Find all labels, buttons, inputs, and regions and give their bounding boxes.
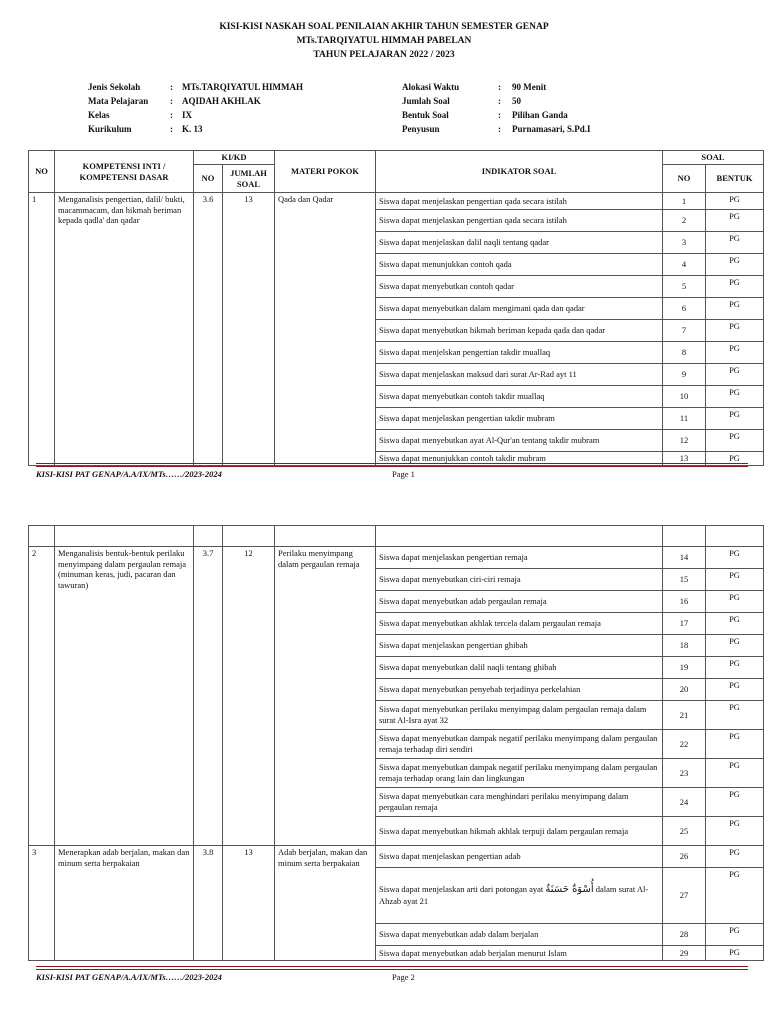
soal-bentuk: PG (706, 817, 764, 846)
soal-number: 26 (663, 846, 706, 868)
kd-number: 3.8 (194, 846, 223, 961)
soal-number: 9 (663, 364, 706, 386)
doc-title-line1: KISI-KISI NASKAH SOAL PENILAIAN AKHIR TAHUN SEMESTER GENAP (219, 22, 549, 32)
indikator-soal: Siswa dapat menunjukkan contoh takdir mubram (376, 452, 663, 466)
indikator-soal: Siswa dapat menyebutkan dalil naqli tentang ghibah (376, 657, 663, 679)
info-sep: : (170, 82, 173, 92)
soal-bentuk: PG (706, 320, 764, 342)
indikator-soal: Siswa dapat menyebutkan ayat Al-Qur'an tentang takdir mubram (376, 430, 663, 452)
soal-number: 16 (663, 591, 706, 613)
info-value: Purnamasari, S.Pd.I (512, 124, 591, 134)
info-sep: : (498, 82, 501, 92)
indikator-soal: Siswa dapat menyebutkan akhlak tercela dalam pergaulan remaja (376, 613, 663, 635)
soal-bentuk: PG (706, 210, 764, 232)
indikator-soal: Siswa dapat menunjukkan contoh qada (376, 254, 663, 276)
info-value: 50 (512, 96, 521, 106)
indikator-soal: Siswa dapat menjelaskan pengertian qada secara istilah (376, 210, 663, 232)
blank-header-row (29, 526, 764, 547)
info-label: Kelas (88, 110, 110, 120)
soal-number: 18 (663, 635, 706, 657)
soal-bentuk: PG (706, 364, 764, 386)
info-sep: : (170, 110, 173, 120)
indikator-soal: Siswa dapat menjelaskan pengertian remaja (376, 547, 663, 569)
doc-title-line2: MTs.TARQIYATUL HIMMAH PABELAN (296, 36, 472, 46)
info-sep: : (170, 96, 173, 106)
soal-bentuk: PG (706, 635, 764, 657)
footer-rule (36, 966, 748, 967)
info-label: Penyusun (402, 124, 440, 134)
page-number: Page 2 (392, 972, 415, 982)
info-sep: : (498, 110, 501, 120)
info-sep: : (498, 96, 501, 106)
indikator-soal (376, 868, 663, 924)
indikator-soal: Siswa dapat menjelaskan pengertian takdir mubram (376, 408, 663, 430)
soal-number: 25 (663, 817, 706, 846)
soal-bentuk: PG (706, 569, 764, 591)
indikator-soal: Siswa dapat menyebutkan hikmah beriman kepada qada dan qadar (376, 320, 663, 342)
indikator-text: dalam surat Al-Ahzab ayat 21 (379, 883, 649, 907)
group-no: 3 (29, 846, 55, 961)
soal-number: 20 (663, 679, 706, 701)
group-no: 2 (29, 547, 55, 846)
info-label: Jumlah Soal (402, 96, 450, 106)
soal-number: 10 (663, 386, 706, 408)
footer-rule (36, 463, 748, 464)
soal-number: 12 (663, 430, 706, 452)
soal-number: 19 (663, 657, 706, 679)
info-value: K. 13 (182, 124, 203, 134)
soal-number: 22 (663, 730, 706, 759)
col-header-kikd: KI/KD (194, 151, 275, 165)
soal-bentuk: PG (706, 254, 764, 276)
jumlah-soal: 13 (223, 846, 275, 961)
soal-bentuk: PG (706, 924, 764, 946)
indikator-soal: Siswa dapat menyebutkan adab berjalan menurut Islam (376, 946, 663, 961)
soal-bentuk: PG (706, 232, 764, 254)
info-label: Mata Pelajaran (88, 96, 149, 106)
info-sep: : (170, 124, 173, 134)
info-label: Jenis Sekolah (88, 82, 141, 92)
soal-number: 2 (663, 210, 706, 232)
soal-number: 21 (663, 701, 706, 730)
col-header-bentuk: BENTUK (706, 165, 764, 193)
col-header-soal: SOAL (663, 151, 764, 165)
soal-number: 6 (663, 298, 706, 320)
info-value: 90 Menit (512, 82, 547, 92)
info-label: Kurikulum (88, 124, 132, 134)
col-header-soal-no: NO (663, 165, 706, 193)
footer-rule (36, 466, 748, 467)
soal-bentuk: PG (706, 679, 764, 701)
indikator-soal: Siswa dapat menyebutkan adab dalam berjalan (376, 924, 663, 946)
footer-text: KISI-KISI PAT GENAP/A.A/IX/MTs……/2023-2024 (36, 972, 222, 982)
soal-number: 7 (663, 320, 706, 342)
materi-pokok: Adab berjalan, makan dan minum serta berpakaian (275, 846, 376, 961)
table-row (29, 547, 764, 569)
soal-bentuk: PG (706, 430, 764, 452)
materi-pokok: Perilaku menyimpang dalam pergaulan remaja (275, 547, 376, 846)
group-no: 1 (29, 193, 55, 466)
footer-text: KISI-KISI PAT GENAP/A.A/IX/MTs……/2023-2024 (36, 469, 222, 479)
info-value: AQIDAH AKHLAK (182, 96, 261, 106)
soal-bentuk: PG (706, 342, 764, 364)
col-header-kikd-no: NO (194, 165, 223, 193)
col-header-jumlah: JUMLAH SOAL (223, 165, 275, 193)
soal-number: 24 (663, 788, 706, 817)
soal-number: 5 (663, 276, 706, 298)
table-row (29, 846, 764, 868)
soal-bentuk: PG (706, 193, 764, 210)
indikator-soal: Siswa dapat menjelaskan pengertian adab (376, 846, 663, 868)
indikator-soal: Siswa dapat menyebutkan penyebab terjadinya perkelahian (376, 679, 663, 701)
soal-number: 29 (663, 946, 706, 961)
info-label: Bentuk Soal (402, 110, 449, 120)
kompetensi-dasar: Menerapkan adab berjalan, makan dan minum serta berpakaian (55, 846, 194, 961)
col-header-indikator: INDIKATOR SOAL (376, 151, 663, 193)
kompetensi-dasar: Menganalisis bentuk-bentuk perilaku menyimpang dalam pergaulan remaja (minuman keras, judi, pacaran dan tawuran) (55, 547, 194, 846)
info-value: MTs.TARQIYATUL HIMMAH (182, 82, 304, 92)
jumlah-soal: 13 (223, 193, 275, 466)
indikator-soal: Siswa dapat menyebutkan cara menghindari perilaku menyimpang dalam pergaulan remaja (376, 788, 663, 817)
info-value: Pilihan Ganda (512, 110, 568, 120)
soal-bentuk: PG (706, 276, 764, 298)
soal-bentuk: PG (706, 868, 764, 924)
col-header-materi: MATERI POKOK (275, 151, 376, 193)
footer-page1 (36, 463, 748, 483)
soal-number: 1 (663, 193, 706, 210)
info-sep: : (498, 124, 501, 134)
table-row (29, 193, 764, 210)
indikator-soal: Siswa dapat menjelskan pengertian takdir muallaq (376, 342, 663, 364)
info-value: IX (182, 110, 193, 120)
table-body-page1 (29, 193, 764, 466)
soal-bentuk: PG (706, 613, 764, 635)
col-header-kompetensi: KOMPETENSI INTI / KOMPETENSI DASAR (55, 151, 194, 193)
col-header-no: NO (29, 151, 55, 193)
soal-number: 8 (663, 342, 706, 364)
info-label: Alokasi Waktu (402, 82, 460, 92)
kisi-table-page2 (28, 525, 764, 961)
materi-pokok: Qada dan Qadar (275, 193, 376, 466)
soal-bentuk: PG (706, 591, 764, 613)
indikator-soal: Siswa dapat menyebutkan adab pergaulan remaja (376, 591, 663, 613)
soal-bentuk: PG (706, 386, 764, 408)
soal-number: 11 (663, 408, 706, 430)
soal-number: 23 (663, 759, 706, 788)
indikator-soal: Siswa dapat menyebutkan perilaku menyimpag dalam pergaulan remaja dalam surat Al-Isra ayat 32 (376, 701, 663, 730)
soal-number: 14 (663, 547, 706, 569)
soal-bentuk: PG (706, 846, 764, 868)
soal-number: 17 (663, 613, 706, 635)
soal-number: 13 (663, 452, 706, 466)
indikator-soal: Siswa dapat menyebutkan contoh takdir muallaq (376, 386, 663, 408)
kd-number: 3.6 (194, 193, 223, 466)
soal-bentuk: PG (706, 946, 764, 961)
soal-bentuk: PG (706, 730, 764, 759)
table-body-page2 (29, 547, 764, 961)
soal-number: 15 (663, 569, 706, 591)
footer-rule (36, 969, 748, 970)
kd-number: 3.7 (194, 547, 223, 846)
indikator-text: Siswa dapat menjelaskan arti dari potongan ayat (379, 883, 544, 894)
soal-number: 27 (663, 868, 706, 924)
indikator-soal: Siswa dapat menjelaskan pengertian qada secara istilah (376, 193, 663, 210)
soal-number: 28 (663, 924, 706, 946)
kisi-table-page1 (28, 150, 764, 466)
kompetensi-dasar: Menganalisis pengertian, dalil/ bukti, macammacam, dan hikmah beriman kepada qadla' dan qadar (55, 193, 194, 466)
indikator-soal: Siswa dapat menyebutkan dampak negatif perilaku menyimpang dalam pergaulan remaja terhadap diri sendiri (376, 730, 663, 759)
indikator-soal: Siswa dapat menyebutkan hikmah akhlak terpuji dalam pergaulan remaja (376, 817, 663, 846)
indikator-soal: Siswa dapat menyebutkan contoh qadar (376, 276, 663, 298)
indikator-soal: Siswa dapat menyebutkan dampak negatif perilaku menyimpang dalam pergaulan remaja terhadap orang lain dan lingkungan (376, 759, 663, 788)
soal-bentuk: PG (706, 547, 764, 569)
indikator-soal: Siswa dapat menyebutkan dalam mengimani qada dan qadar (376, 298, 663, 320)
indikator-soal: Siswa dapat menjelaskan maksud dari surat Ar-Rad ayt 11 (376, 364, 663, 386)
page-number: Page 1 (392, 469, 415, 479)
soal-bentuk: PG (706, 298, 764, 320)
doc-title-line3: TAHUN PELAJARAN 2022 / 2023 (313, 50, 455, 60)
soal-number: 3 (663, 232, 706, 254)
soal-bentuk: PG (706, 759, 764, 788)
soal-bentuk: PG (706, 701, 764, 730)
soal-bentuk: PG (706, 788, 764, 817)
indikator-soal: Siswa dapat menjelaskan dalil naqli tentang qadar (376, 232, 663, 254)
indikator-soal: Siswa dapat menjelaskan pengertian ghibah (376, 635, 663, 657)
soal-bentuk: PG (706, 452, 764, 466)
footer-page2 (36, 966, 748, 986)
soal-bentuk: PG (706, 657, 764, 679)
indikator-soal: Siswa dapat menyebutkan ciri-ciri remaja (376, 569, 663, 591)
soal-bentuk: PG (706, 408, 764, 430)
soal-number: 4 (663, 254, 706, 276)
arabic-verse: أُسْوَةٌ حَسَنَةٌ (545, 883, 594, 895)
jumlah-soal: 12 (223, 547, 275, 846)
